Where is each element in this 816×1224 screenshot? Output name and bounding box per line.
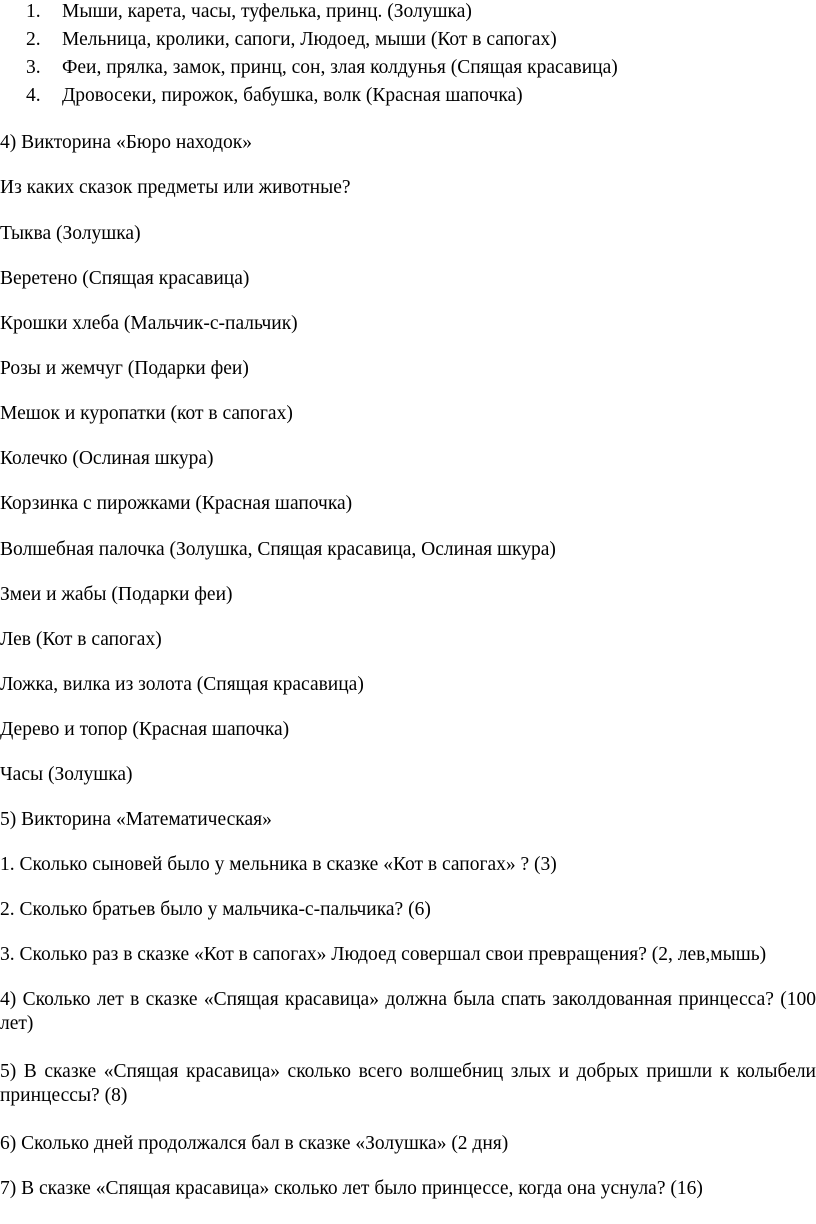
- list-item-number: 3.: [26, 57, 41, 78]
- list-item-text: Мыши, карета, часы, туфелька, принц. (Золушка): [62, 1, 472, 22]
- quiz4-answer-item: Колечко (Ослиная шкура): [0, 448, 214, 469]
- quiz4-question: Из каких сказок предметы или животные?: [0, 177, 351, 198]
- quiz5-question: 4) Сколько лет в сказке «Спящая красавица» должна была спать заколдованная принцесса? (100 лет): [0, 989, 816, 1034]
- quiz4-heading: 4) Викторина «Бюро находок»: [0, 132, 253, 153]
- list-item-text: Мельница, кролики, сапоги, Людоед, мыши (Кот в сапогах): [62, 29, 557, 50]
- quiz4-answer-item: Часы (Золушка): [0, 764, 133, 785]
- quiz5-question: 3. Сколько раз в сказке «Кот в сапогах» Людоед совершал свои превращения? (2, лев,мышь): [0, 944, 767, 965]
- quiz4-answer-item: Мешок и куропатки (кот в сапогах): [0, 403, 293, 424]
- list-item: [0, 56, 816, 80]
- quiz5-question: 6) Сколько дней продолжался бал в сказке «Золушка» (2 дня): [0, 1133, 509, 1154]
- quiz5-heading: 5) Викторина «Математическая»: [0, 809, 272, 830]
- quiz5-question: 5) В сказке «Спящая красавица» сколько всего волшебниц злых и добрых пришли к колыбели принцессы? (8): [0, 1061, 816, 1106]
- quiz4-answer-item: Розы и жемчуг (Подарки феи): [0, 358, 249, 379]
- quiz5-question: 7) В сказке «Спящая красавица» сколько лет было принцессе, когда она уснула? (16): [0, 1178, 703, 1199]
- list-item-text: Дровосеки, пирожок, бабушка, волк (Красная шапочка): [62, 85, 523, 106]
- quiz5-question: 1. Сколько сыновей было у мельника в сказке «Кот в сапогах» ? (3): [0, 854, 557, 875]
- quiz4-answer-item: Змеи и жабы (Подарки феи): [0, 584, 233, 605]
- list-item-text: Феи, прялка, замок, принц, сон, злая колдунья (Спящая красавица): [62, 57, 618, 78]
- list-item-number: 4.: [26, 85, 41, 106]
- quiz5-question: 2. Сколько братьев было у мальчика-с-пальчика? (6): [0, 899, 431, 920]
- list-item: [0, 84, 816, 108]
- quiz4-answer-item: Крошки хлеба (Мальчик-с-пальчик): [0, 313, 298, 334]
- quiz4-answer-item: Дерево и топор (Красная шапочка): [0, 719, 290, 740]
- quiz4-answer-item: Веретено (Спящая красавица): [0, 268, 250, 289]
- quiz4-answer-item: Волшебная палочка (Золушка, Спящая красавица, Ослиная шкура): [0, 539, 556, 560]
- list-item: [0, 0, 816, 24]
- list-item-number: 2.: [26, 29, 41, 50]
- quiz4-answer-item: Тыква (Золушка): [0, 223, 141, 244]
- quiz4-answer-item: Ложка, вилка из золота (Спящая красавица): [0, 674, 364, 695]
- list-item: [0, 28, 816, 52]
- quiz4-answer-item: Лев (Кот в сапогах): [0, 629, 162, 650]
- quiz4-answer-item: Корзинка с пирожками (Красная шапочка): [0, 493, 353, 514]
- list-item-number: 1.: [26, 1, 41, 22]
